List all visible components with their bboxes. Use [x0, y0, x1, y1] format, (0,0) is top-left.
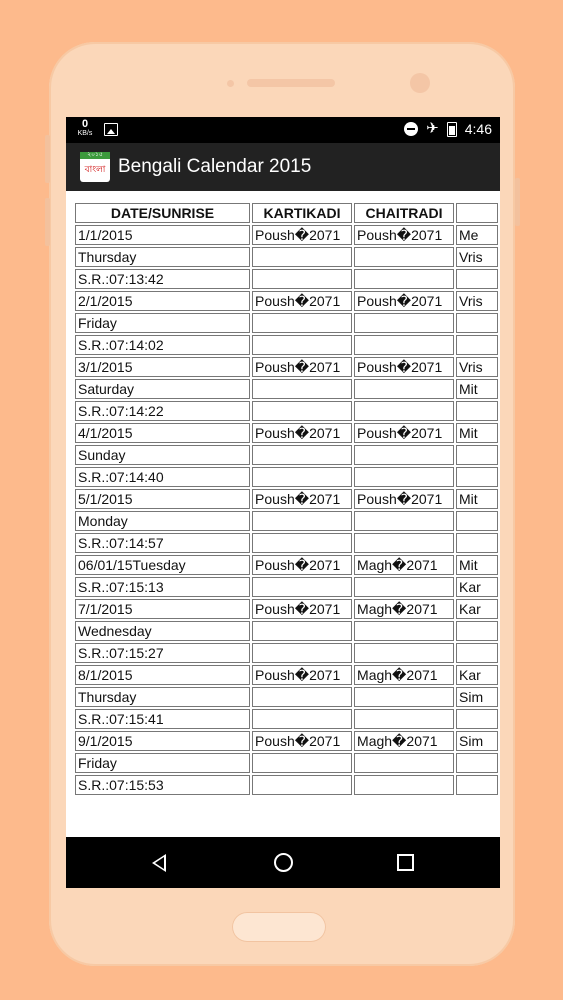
table-cell [354, 401, 454, 421]
recents-icon[interactable] [397, 854, 414, 871]
table-cell [354, 775, 454, 795]
app-logo-year: ২০১৫ [80, 152, 110, 159]
table-cell: Vris [456, 291, 498, 311]
table-row [75, 753, 498, 773]
phone-speaker [247, 79, 335, 87]
table-cell [252, 247, 352, 267]
phone-power-button [515, 178, 520, 226]
table-cell: Poush�2071 [354, 225, 454, 245]
table-cell [456, 313, 498, 333]
table-cell: Poush�2071 [252, 599, 352, 619]
table-cell: S.R.:07:15:13 [75, 577, 250, 597]
table-cell: S.R.:07:15:27 [75, 643, 250, 663]
phone-home-button[interactable] [232, 912, 326, 942]
table-cell [252, 445, 352, 465]
table-cell [456, 709, 498, 729]
table-cell [354, 621, 454, 641]
table-cell: Poush�2071 [354, 357, 454, 377]
table-cell [354, 753, 454, 773]
table-row [75, 775, 498, 795]
table-cell: Poush�2071 [252, 423, 352, 443]
table-cell: Thursday [75, 687, 250, 707]
column-header: DATE/SUNRISE [75, 203, 250, 223]
table-cell: 4/1/2015 [75, 423, 250, 443]
table-cell: Vris [456, 247, 498, 267]
table-row [75, 401, 498, 421]
table-cell: Poush�2071 [252, 731, 352, 751]
net-speed [75, 120, 95, 138]
table-row [75, 709, 498, 729]
table-cell: 8/1/2015 [75, 665, 250, 685]
battery-icon [447, 122, 457, 137]
table-cell: Friday [75, 313, 250, 333]
table-cell [252, 621, 352, 641]
net-speed-value: 0 [81, 118, 89, 130]
table-cell [456, 445, 498, 465]
table-cell [456, 511, 498, 531]
table-row [75, 643, 498, 663]
table-row [75, 665, 498, 685]
do-not-disturb-icon [404, 122, 418, 136]
table-cell: Magh�2071 [354, 665, 454, 685]
calendar-table-container[interactable] [73, 201, 500, 793]
table-row [75, 269, 498, 289]
table-cell: S.R.:07:14:57 [75, 533, 250, 553]
table-row [75, 599, 498, 619]
table-cell [354, 687, 454, 707]
table-cell: S.R.:07:14:22 [75, 401, 250, 421]
table-cell [354, 313, 454, 333]
table-cell [354, 379, 454, 399]
table-cell: Magh�2071 [354, 731, 454, 751]
table-cell: Wednesday [75, 621, 250, 641]
table-cell [252, 709, 352, 729]
table-cell: S.R.:07:15:53 [75, 775, 250, 795]
table-cell: Mit [456, 423, 498, 443]
app-title: Bengali Calendar 2015 [118, 156, 312, 177]
table-row [75, 335, 498, 355]
phone-side-button-bottom [45, 198, 50, 246]
table-cell [456, 643, 498, 663]
table-cell [354, 577, 454, 597]
table-cell: Thursday [75, 247, 250, 267]
table-cell: S.R.:07:14:40 [75, 467, 250, 487]
table-cell [456, 269, 498, 289]
table-row [75, 313, 498, 333]
table-cell: Poush�2071 [252, 357, 352, 377]
table-row [75, 687, 498, 707]
table-body [75, 225, 498, 795]
status-icons [404, 121, 492, 137]
table-row [75, 291, 498, 311]
table-cell: Vris [456, 357, 498, 377]
table-cell [252, 775, 352, 795]
table-cell [354, 467, 454, 487]
column-header [456, 203, 498, 223]
table-cell [456, 621, 498, 641]
phone-sensor [227, 80, 234, 87]
table-row [75, 225, 498, 245]
table-cell: Sim [456, 687, 498, 707]
app-logo-text: বাংলা [84, 164, 106, 174]
table-row [75, 247, 498, 267]
table-cell: Kar [456, 577, 498, 597]
table-cell: 1/1/2015 [75, 225, 250, 245]
table-cell: Poush�2071 [252, 555, 352, 575]
table-cell [252, 577, 352, 597]
table-cell: S.R.:07:15:41 [75, 709, 250, 729]
table-cell: Me [456, 225, 498, 245]
table-cell: Mit [456, 489, 498, 509]
calendar-table [73, 201, 500, 797]
navigation-bar [66, 837, 500, 888]
table-cell: Mit [456, 379, 498, 399]
app-logo-icon [80, 152, 110, 182]
table-cell: Poush�2071 [252, 489, 352, 509]
table-cell [354, 511, 454, 531]
table-cell: Poush�2071 [252, 291, 352, 311]
table-row [75, 621, 498, 641]
status-time: 4:46 [464, 121, 492, 137]
table-cell: Magh�2071 [354, 599, 454, 619]
table-row [75, 423, 498, 443]
column-header: KARTIKADI [252, 203, 352, 223]
table-cell [252, 533, 352, 553]
table-cell: Monday [75, 511, 250, 531]
table-cell [354, 709, 454, 729]
table-cell [456, 775, 498, 795]
table-cell [354, 643, 454, 663]
table-cell: Saturday [75, 379, 250, 399]
table-cell [456, 467, 498, 487]
table-cell: 3/1/2015 [75, 357, 250, 377]
table-cell [252, 313, 352, 333]
table-row [75, 445, 498, 465]
table-cell [252, 401, 352, 421]
app-bar [66, 143, 500, 191]
back-icon[interactable] [152, 854, 166, 872]
table-cell [252, 687, 352, 707]
table-cell [252, 379, 352, 399]
table-header-row [75, 203, 498, 223]
phone-camera [410, 73, 430, 93]
table-cell: Magh�2071 [354, 555, 454, 575]
table-cell [354, 269, 454, 289]
table-cell [456, 401, 498, 421]
table-row [75, 731, 498, 751]
table-cell [252, 269, 352, 289]
table-cell: Poush�2071 [354, 423, 454, 443]
table-cell [252, 511, 352, 531]
table-row [75, 511, 498, 531]
table-cell [456, 533, 498, 553]
table-row [75, 533, 498, 553]
table-cell: Kar [456, 665, 498, 685]
table-cell: Poush�2071 [252, 665, 352, 685]
table-cell: 2/1/2015 [75, 291, 250, 311]
table-row [75, 555, 498, 575]
column-header: CHAITRADI [354, 203, 454, 223]
status-bar [66, 117, 500, 143]
table-cell: 9/1/2015 [75, 731, 250, 751]
table-cell [252, 753, 352, 773]
table-cell [354, 335, 454, 355]
table-cell: 7/1/2015 [75, 599, 250, 619]
table-cell: Sim [456, 731, 498, 751]
home-icon[interactable] [274, 853, 293, 872]
table-cell: Poush�2071 [252, 225, 352, 245]
table-row [75, 489, 498, 509]
net-speed-unit: KB/s [77, 130, 93, 137]
table-cell: Poush�2071 [354, 489, 454, 509]
image-icon [104, 123, 118, 136]
table-row [75, 379, 498, 399]
table-row [75, 357, 498, 377]
screen [66, 117, 500, 888]
table-cell [354, 445, 454, 465]
table-cell: Poush�2071 [354, 291, 454, 311]
table-cell: Sunday [75, 445, 250, 465]
table-cell [252, 643, 352, 663]
phone-side-button-top [45, 135, 50, 183]
table-cell: Friday [75, 753, 250, 773]
table-row [75, 577, 498, 597]
table-cell: S.R.:07:14:02 [75, 335, 250, 355]
table-cell [354, 533, 454, 553]
table-cell: S.R.:07:13:42 [75, 269, 250, 289]
table-cell: 5/1/2015 [75, 489, 250, 509]
table-cell: Mit [456, 555, 498, 575]
airplane-icon: ✈ [426, 120, 439, 137]
table-cell [354, 247, 454, 267]
table-cell: Kar [456, 599, 498, 619]
table-row [75, 467, 498, 487]
table-cell [252, 467, 352, 487]
table-cell: 06/01/15Tuesday [75, 555, 250, 575]
table-cell [456, 753, 498, 773]
table-cell [456, 335, 498, 355]
table-cell [252, 335, 352, 355]
